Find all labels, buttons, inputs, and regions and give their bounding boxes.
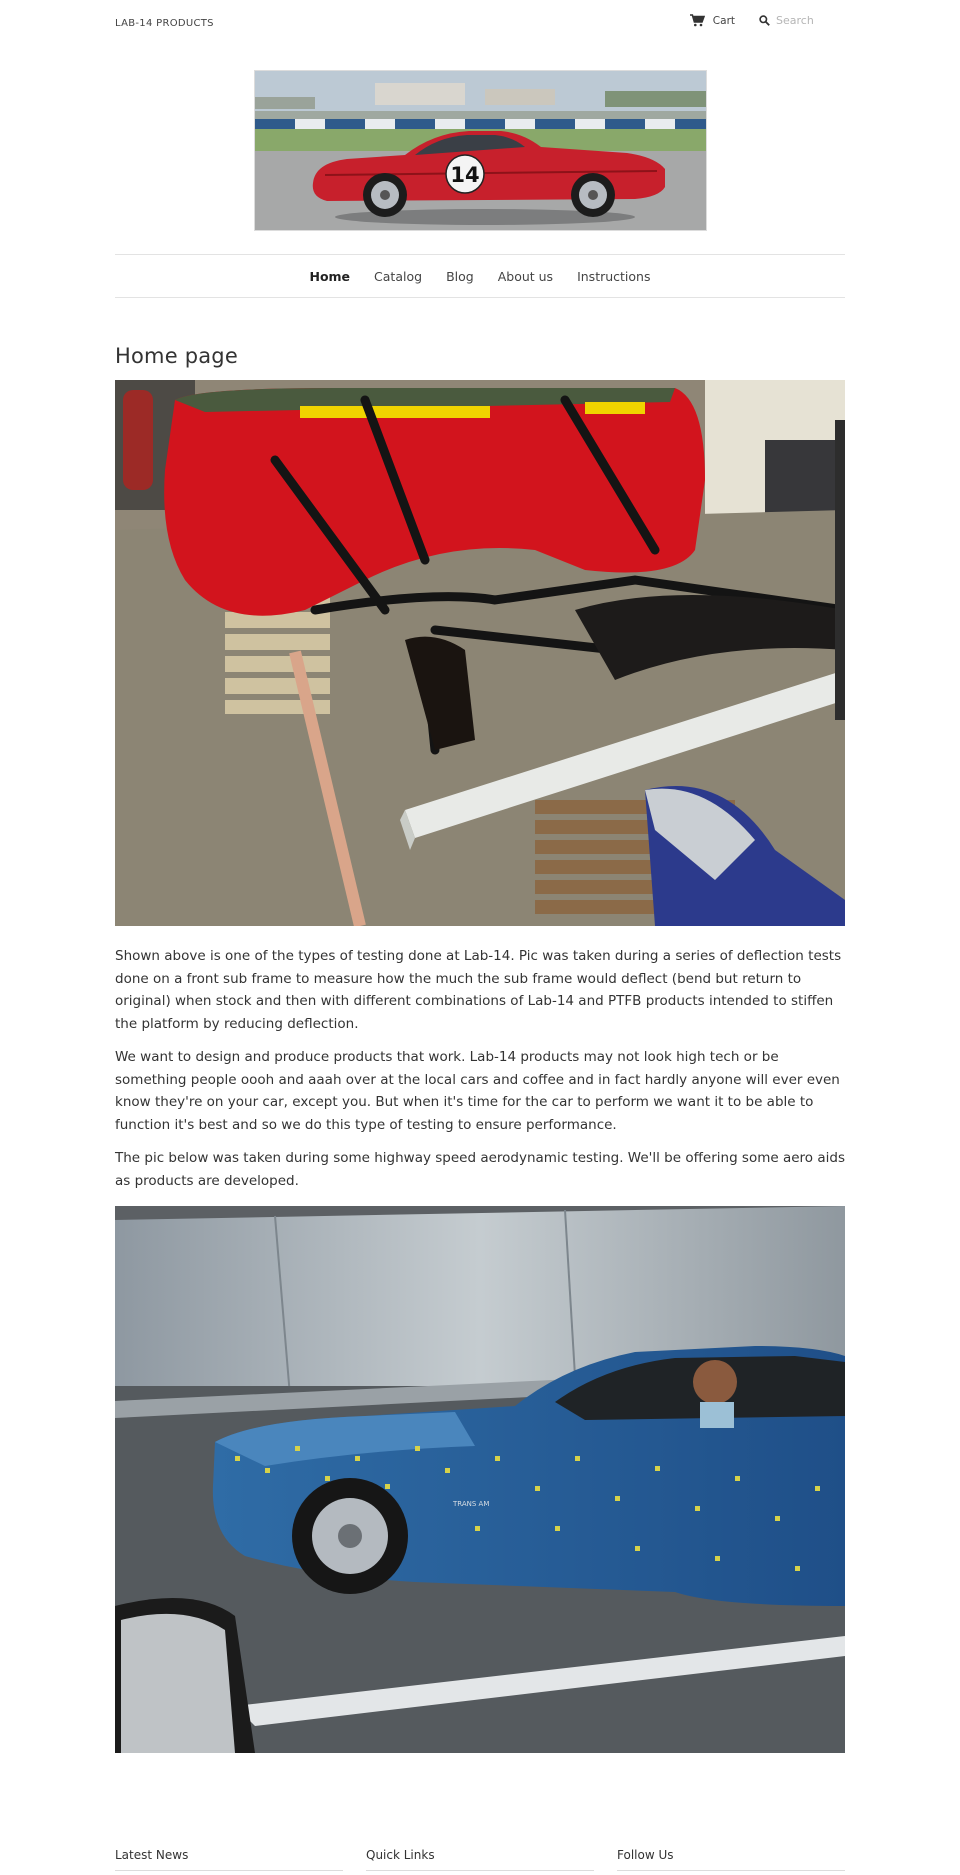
footer-column-follow-us [617,1848,845,1871]
hero-race-car-illustration [255,71,706,230]
footer-divider [617,1870,845,1871]
hero-logo-image[interactable] [254,70,707,231]
cart-label: Cart [712,14,735,27]
page-wrapper [115,0,845,1862]
subframe-test-illustration [115,380,845,926]
site-name-link[interactable]: LAB-14 PRODUCTS [115,18,214,29]
nav-item-about-us[interactable]: About us [497,268,554,284]
body-paragraph: We want to design and produce products that work. Lab-14 products may not look high tech or be something people oooh and aaah over at the local cars and coffee and in fact hardly anyone will ever even know they're on your car, except you. But when it's time for the car to perform we want it to be able to function it's best and so we do this type of testing to ensure performance. [115,1049,840,1133]
search-input[interactable] [776,14,842,27]
aero-test-photo [115,1206,845,1753]
trans-am-badge: TRANS AM [453,1500,490,1508]
cart-link[interactable] [690,14,735,27]
search-box [759,14,845,27]
footer-heading: Follow Us [617,1848,674,1862]
footer-divider [366,1870,594,1871]
search-icon[interactable] [759,15,770,26]
body-copy [115,945,845,1192]
body-paragraph: Shown above is one of the types of testing done at Lab-14. Pic was taken during a series of deflection tests done on a front sub frame to measure how the much the sub frame would deflect (bend but return to original) when stock and then with different combinations of Lab-14 and PTFB products intended to stiffen the platform by reducing deflection. [115,948,842,1032]
subframe-test-photo [115,380,845,926]
top-bar [115,0,845,47]
top-actions [690,14,845,27]
nav-item-blog[interactable]: Blog [446,268,474,284]
nav-item-home[interactable]: Home [309,268,351,284]
cart-icon [690,14,705,27]
footer-column-quick-links [366,1848,594,1871]
body-paragraph: The pic below was taken during some highway speed aerodynamic testing. We'll be offering some aero aids as products are developed. [115,1150,845,1189]
nav-item-catalog[interactable]: Catalog [374,268,423,284]
hero-car-number: 14 [449,163,480,187]
footer-column-latest-news [115,1848,343,1871]
aero-test-illustration [115,1206,845,1753]
site-footer [115,1848,845,1871]
nav-item-instructions[interactable]: Instructions [577,268,651,284]
page-title: Home page [115,344,238,368]
main-nav [115,254,845,298]
footer-divider [115,1870,343,1871]
footer-heading: Quick Links [366,1848,435,1862]
footer-heading: Latest News [115,1848,189,1862]
